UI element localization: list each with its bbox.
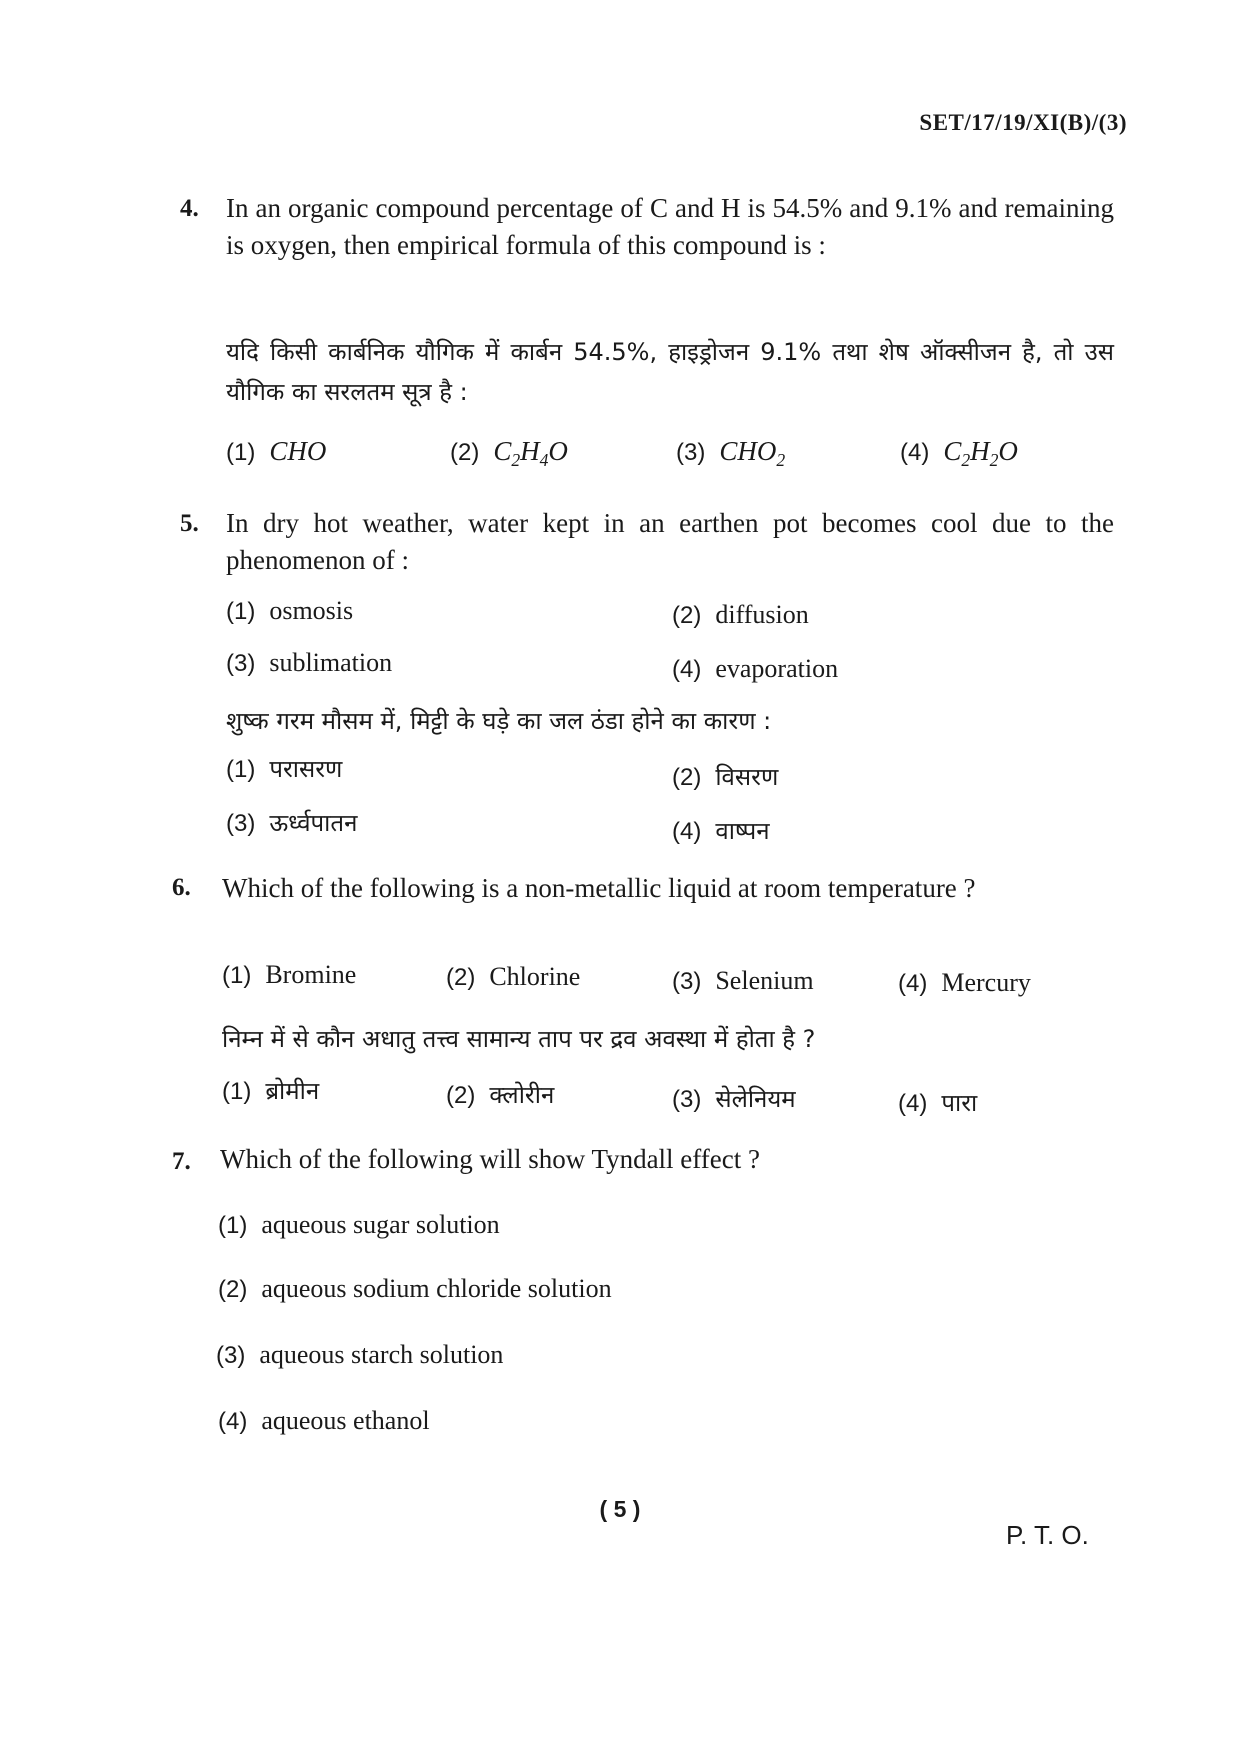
q6-text: Which of the following is a non-metallic liquid at room temperature ? <box>222 873 976 903</box>
option-number: (1) <box>222 962 252 989</box>
option-text: aqueous ethanol <box>261 1406 430 1435</box>
option-text: वाष्पन <box>715 817 770 845</box>
paper-code: SET/17/19/XI(B)/(3) <box>919 110 1127 135</box>
option-text: Chlorine <box>489 962 581 991</box>
option-text: osmosis <box>269 596 354 625</box>
q7-option-2[interactable] <box>218 1274 612 1304</box>
option-text: ब्रोमीन <box>265 1077 320 1105</box>
option-number: (2) <box>672 764 702 791</box>
option-text: aqueous starch solution <box>259 1340 504 1369</box>
option-number: (4) <box>900 439 930 466</box>
option-number: (1) <box>222 1078 252 1105</box>
option-number: (4) <box>898 1090 928 1117</box>
option-number: (3) <box>672 1086 702 1113</box>
option-number: (3) <box>226 810 256 837</box>
q4-option-3[interactable] <box>676 436 785 471</box>
q5-hindi-option-4[interactable] <box>672 814 770 847</box>
option-text: पारा <box>941 1089 978 1117</box>
option-text: सेलेनियम <box>715 1085 796 1113</box>
q5-option-1[interactable] <box>226 596 353 626</box>
q5-number: 5. <box>180 510 199 537</box>
q4-text: In an organic compound percentage of C and H is 54.5% and 9.1% and remaining is oxygen, then empirical formula of this compound is : <box>226 193 1114 260</box>
option-number: (4) <box>672 818 702 845</box>
q5-option-3[interactable] <box>226 648 392 678</box>
option-number: (2) <box>218 1276 248 1303</box>
option-number: (3) <box>226 650 256 677</box>
q4-hindi-text: यदि किसी कार्बनिक यौगिक में कार्बन 54.5%, हाइड्रोजन 9.1% तथा शेष ऑक्सीजन है, तो उस यौगिक का सरलतम सूत्र है : <box>226 338 1114 406</box>
q5-option-4[interactable] <box>672 654 838 684</box>
q4-option-4[interactable] <box>900 436 1018 471</box>
page-number: ( 5 ) <box>599 1496 641 1522</box>
option-number: (3) <box>672 968 702 995</box>
q5-hindi-option-3[interactable] <box>226 806 357 839</box>
option-text: CHO <box>269 436 327 466</box>
please-turn-over: P. T. O. <box>1006 1520 1089 1550</box>
option-formula: $CHO_2$ <box>719 436 786 471</box>
option-text: diffusion <box>715 600 809 629</box>
q6-hindi-option-3[interactable] <box>672 1082 796 1115</box>
q7-option-1[interactable] <box>218 1210 500 1240</box>
q6-option-3[interactable] <box>672 966 814 996</box>
option-text: विसरण <box>715 763 779 791</box>
q6-option-2[interactable] <box>446 962 580 992</box>
q6-hindi-option-2[interactable] <box>446 1078 554 1111</box>
option-text: aqueous sodium chloride solution <box>261 1274 612 1303</box>
q4-option-1[interactable] <box>226 436 326 467</box>
q7-option-3[interactable] <box>216 1340 503 1370</box>
option-number: (4) <box>898 970 928 997</box>
option-formula: $C_2H_4O$ <box>493 436 568 471</box>
option-number: (3) <box>216 1342 246 1369</box>
q5-hindi-option-2[interactable] <box>672 760 778 793</box>
option-formula: $C_2H_2O$ <box>943 436 1018 471</box>
option-text: aqueous sugar solution <box>261 1210 500 1239</box>
q5-text: In dry hot weather, water kept in an earthen pot becomes cool due to the phenomenon of : <box>226 508 1114 575</box>
option-number: (4) <box>218 1408 248 1435</box>
q5-option-2[interactable] <box>672 600 809 630</box>
option-text: evaporation <box>715 654 839 683</box>
option-number: (4) <box>672 656 702 683</box>
q6-hindi-option-1[interactable] <box>222 1074 319 1107</box>
option-number: (3) <box>676 439 706 466</box>
option-number: (1) <box>226 756 256 783</box>
q6-option-1[interactable] <box>222 960 356 990</box>
q6-hindi-option-4[interactable] <box>898 1086 977 1119</box>
option-number: (2) <box>450 439 480 466</box>
q5-hindi-option-1[interactable] <box>226 752 342 785</box>
q7-option-4[interactable] <box>218 1406 430 1436</box>
option-number: (2) <box>446 1082 476 1109</box>
option-text: ऊर्ध्वपातन <box>269 809 358 837</box>
option-number: (1) <box>218 1212 248 1239</box>
option-text: Bromine <box>265 960 357 989</box>
q7-number: 7. <box>172 1148 191 1175</box>
option-text: Mercury <box>941 968 1031 997</box>
q4-number: 4. <box>180 195 199 222</box>
q6-option-4[interactable] <box>898 968 1031 998</box>
option-number: (1) <box>226 439 256 466</box>
q6-number: 6. <box>172 874 191 901</box>
option-number: (2) <box>446 964 476 991</box>
option-number: (1) <box>226 598 256 625</box>
q7-text: Which of the following will show Tyndall effect ? <box>220 1144 760 1174</box>
option-text: परासरण <box>269 755 343 783</box>
q4-option-2[interactable] <box>450 436 568 471</box>
q6-hindi-text: निम्न में से कौन अधातु तत्त्व सामान्य ताप पर द्रव अवस्था में होता है ? <box>222 1025 816 1053</box>
option-text: sublimation <box>269 648 393 677</box>
option-text: Selenium <box>715 966 814 995</box>
option-number: (2) <box>672 602 702 629</box>
option-text: क्लोरीन <box>489 1081 555 1109</box>
q5-hindi-text: शुष्क गरम मौसम में, मिट्टी के घड़े का जल ठंडा होने का कारण : <box>226 707 772 735</box>
